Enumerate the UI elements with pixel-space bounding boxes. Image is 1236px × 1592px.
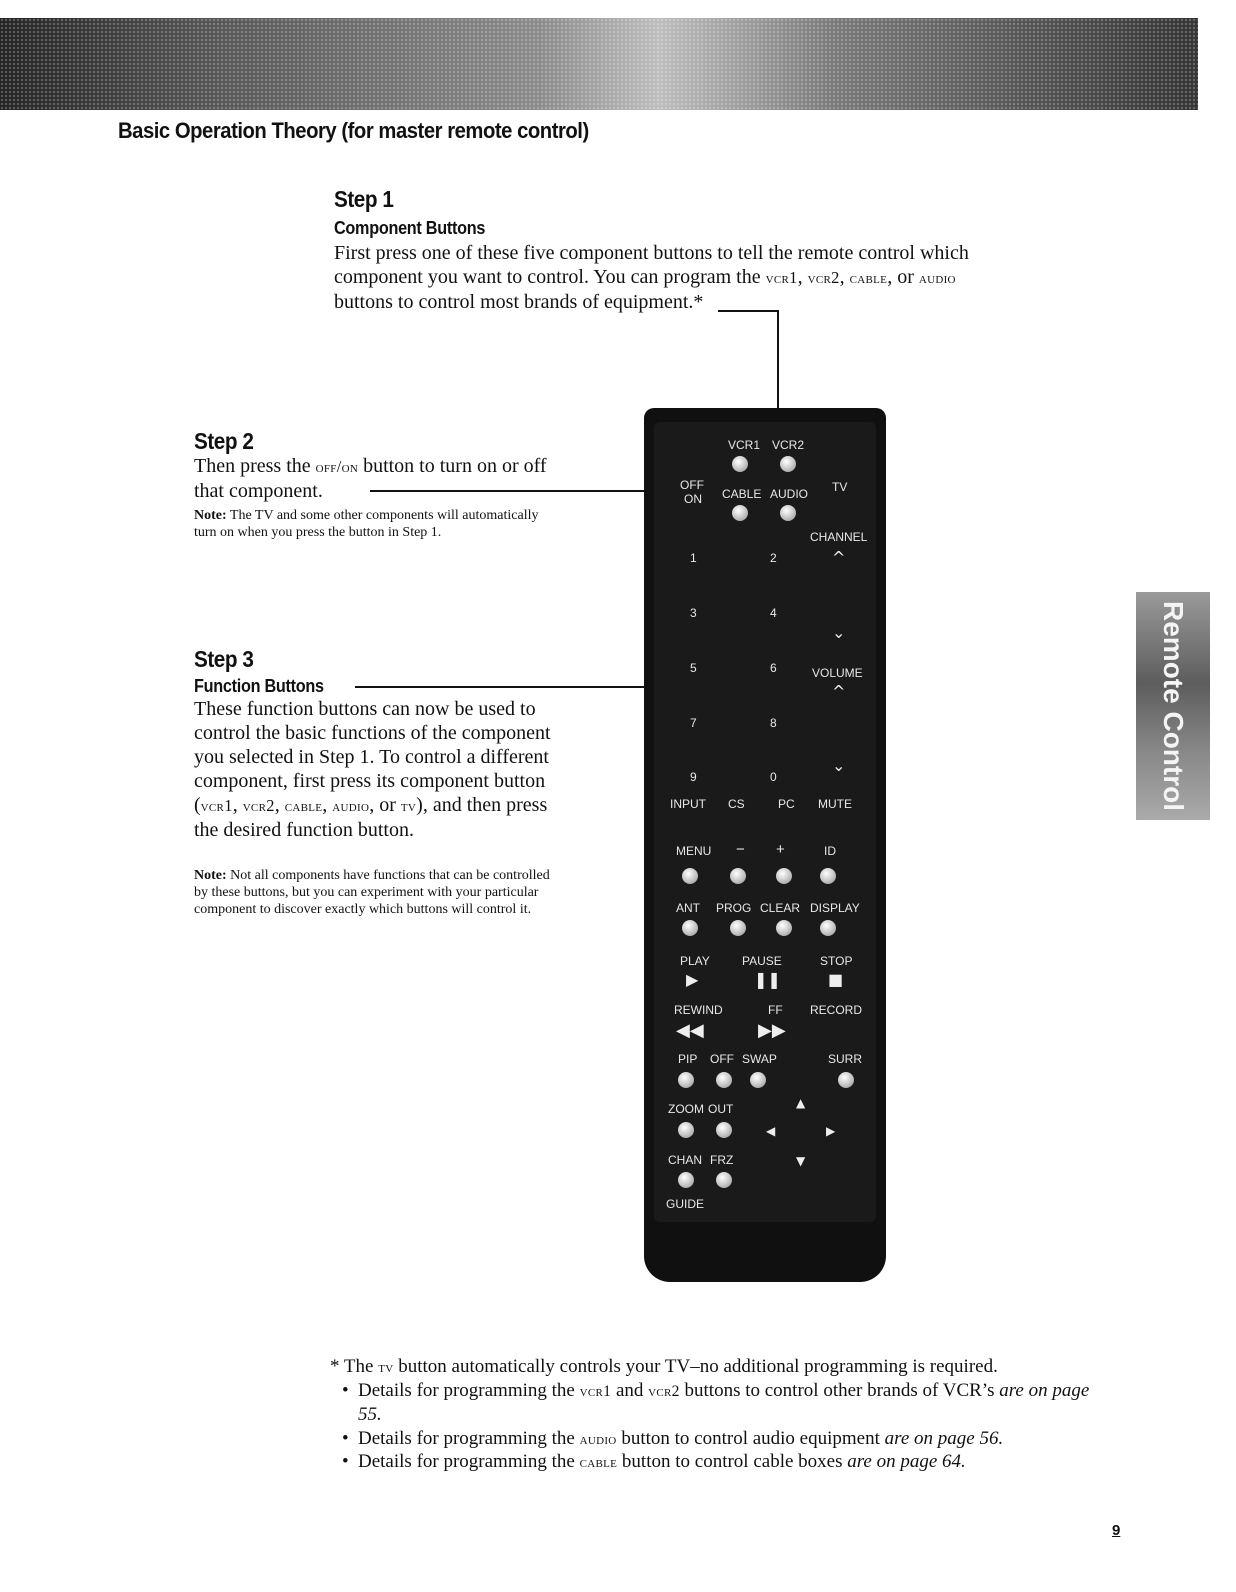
label-menu: MENU [676,844,712,858]
num-0[interactable]: 0 [770,770,777,784]
num-1[interactable]: 1 [690,551,697,565]
side-tab-label: Remote Control [1158,601,1189,811]
rewind-icon[interactable]: ◀◀ [676,1020,704,1041]
label-chan: CHAN [668,1153,703,1167]
vcr2-button[interactable] [780,456,796,472]
step2-leader [370,490,646,492]
channel-down-icon[interactable]: ⌄ [832,623,846,642]
cable-button[interactable] [732,505,748,521]
step2-note: Note: The TV and some other components will automatically turn on when you press the button in Step 1. [194,508,539,540]
channel-up-icon[interactable]: ^ [832,548,846,567]
minus-button[interactable] [730,868,746,884]
num-3[interactable]: 3 [690,606,697,620]
label-tv: TV [832,480,848,494]
footnote-bullet-1: • Details for programming the vcr1 and vcr2 buttons to control other brands of VCR’s are on page 55. [342,1380,1090,1425]
label-swap: SWAP [742,1052,777,1066]
step3-text: These function buttons can now be used to control the basic functions of the component you selected in Step 1. To control a different component, first press its component button (vcr1, vcr2, cable, audio, or tv), and then press the desired function button. [194,698,551,841]
step3-subtitle: Function Buttons [194,676,324,696]
label-ff: FF [768,1003,783,1017]
label-plus: + [776,841,785,858]
plus-button[interactable] [776,868,792,884]
label-cable: CABLE [722,487,762,501]
chan-guide-button[interactable] [678,1172,694,1188]
label-zoom: ZOOM [668,1102,704,1116]
label-minus: − [736,841,745,858]
volume-up-icon[interactable]: ^ [832,682,846,701]
fast-forward-icon[interactable]: ▶▶ [758,1020,786,1041]
menu-button[interactable] [682,868,698,884]
step1-leader-h [718,310,778,312]
header-banner [0,18,1198,110]
label-frz: FRZ [710,1153,734,1167]
step3-leader [355,686,646,688]
section-title: Basic Operation Theory (for master remote control) [118,118,589,143]
num-9[interactable]: 9 [690,770,697,784]
volume-down-icon[interactable]: ⌄ [832,756,846,775]
label-ant: ANT [676,901,700,915]
footnote-bullet-3: • Details for programming the cable button to control cable boxes are on page 64. [342,1451,966,1472]
label-on: ON [684,492,702,506]
play-icon[interactable]: ▶ [686,970,699,989]
cs-button[interactable]: CS [728,797,745,811]
prog-button[interactable] [730,920,746,936]
id-button[interactable] [820,868,836,884]
pip-button[interactable] [678,1072,694,1088]
audio-button[interactable] [780,505,796,521]
mute-button[interactable]: MUTE [818,797,852,811]
step1-subtitle: Component Buttons [334,218,486,238]
step1-title: Step 1 [334,186,394,212]
label-display: DISPLAY [810,901,860,915]
label-clear: CLEAR [760,901,801,915]
label-id: ID [824,844,836,858]
num-2[interactable]: 2 [770,551,777,565]
step3-title: Step 3 [194,646,254,672]
surr-button[interactable] [838,1072,854,1088]
step2-title: Step 2 [194,428,254,454]
label-audio: AUDIO [770,487,809,501]
stop-icon[interactable]: ■ [828,970,844,989]
label-vcr2: VCR2 [772,438,805,452]
step1-text: First press one of these five component buttons to tell the remote control which component you want to control. You can program the vcr1, vcr2, cable, or audio buttons to control most brands of equipment.* [334,242,969,313]
step1-leader-v [777,310,779,410]
label-pause: PAUSE [742,954,782,968]
num-7[interactable]: 7 [690,716,697,730]
display-button[interactable] [820,920,836,936]
num-5[interactable]: 5 [690,661,697,675]
step2-text: Then press the off/on button to turn on or off that component. [194,455,547,502]
ant-button[interactable] [682,920,698,936]
label-pip-off: OFF [710,1052,734,1066]
label-pip: PIP [678,1052,698,1066]
num-4[interactable]: 4 [770,606,777,620]
clear-button[interactable] [776,920,792,936]
label-channel: CHANNEL [810,530,868,544]
pause-icon[interactable]: ❚❚ [754,970,781,989]
arrow-right-icon[interactable]: ▶ [826,1124,836,1138]
arrow-down-icon[interactable]: ▼ [796,1154,806,1168]
num-8[interactable]: 8 [770,716,777,730]
footnote-star: * The tv button automatically controls your TV–no additional programming is required. [330,1356,998,1377]
input-button[interactable]: INPUT [670,797,706,811]
label-out: OUT [708,1102,734,1116]
num-6[interactable]: 6 [770,661,777,675]
side-tab [1136,592,1210,820]
page-number: 9 [1112,1522,1121,1539]
label-volume: VOLUME [812,666,863,680]
label-prog: PROG [716,901,752,915]
swap-button[interactable] [750,1072,766,1088]
label-vcr1: VCR1 [728,438,761,452]
label-guide: GUIDE [666,1197,705,1211]
label-rewind: REWIND [674,1003,723,1017]
label-record: RECORD [810,1003,863,1017]
remote-control [644,408,886,1282]
arrow-left-icon[interactable]: ◀ [766,1124,776,1138]
label-play: PLAY [680,954,710,968]
out-button[interactable] [716,1122,732,1138]
label-stop: STOP [820,954,853,968]
pip-off-button[interactable] [716,1072,732,1088]
frz-button[interactable] [716,1172,732,1188]
footnote-bullet-2: • Details for programming the audio button to control audio equipment are on page 56. [342,1428,1004,1449]
vcr1-button[interactable] [732,456,748,472]
pc-button[interactable]: PC [778,797,795,811]
label-surr: SURR [828,1052,863,1066]
arrow-up-icon[interactable]: ▲ [796,1096,806,1110]
step3-note: Note: Not all components have functions that can be controlled by these buttons, but you can experiment with your particular component to discover exactly which buttons will control it. [194,868,550,917]
zoom-button[interactable] [678,1122,694,1138]
label-off: OFF [680,478,704,492]
